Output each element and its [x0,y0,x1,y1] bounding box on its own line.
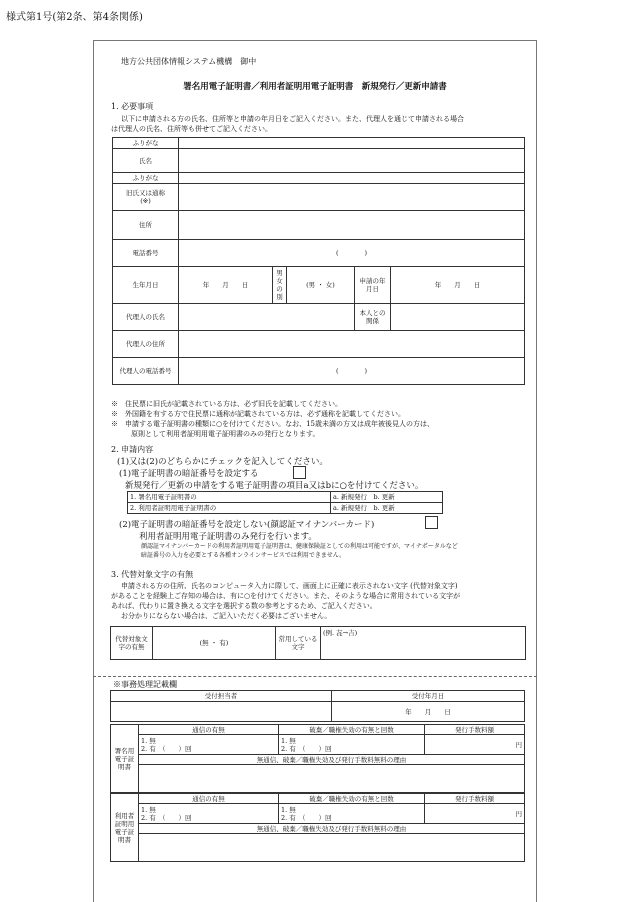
furigana2-label: ふりがな [113,173,179,184]
sign-reason-label: 無通信、破棄／職権失効及び発行手数料無料の理由 [139,755,525,765]
old-name-field[interactable] [179,184,525,211]
user-fee-label: 発行手数料額 [425,794,525,804]
sign-comm-yes: 2. 有 （ ）回 [141,744,192,753]
option2-note-1: 顔認証マイナンバーカードの利用者証明用電子証明書は、健康保険証としての利用は可能ですが、マイナポータルなど [141,543,458,550]
user-comm-none: 1. 無 [141,805,156,814]
sign-reason-field[interactable] [139,765,525,793]
apply-date-field[interactable]: 年 月 日 [391,267,525,304]
address-field[interactable] [179,211,525,240]
user-reason-label: 無通信、破棄／職権失効及び発行手数料無料の理由 [139,824,525,834]
office-user-cert-table [110,793,525,862]
option2-sub: 利用者証明用電子証明書のみ発行を行います。 [139,532,317,542]
furigana-label: ふりがな [113,138,179,149]
cert-type-table [127,491,443,514]
receive-date-label: 受付年月日 [332,691,525,702]
form-title: 署名用電子証明書／利用者証明用電子証明書 新規発行／更新申請書 [183,82,447,92]
user-cert-label: 利用者証明用電子証明書 [111,794,139,862]
section3-p4: お分かりにならない場合は、ご記入いただく必要はございません。 [121,612,332,620]
user-revoke-yes: 2. 有 （ ）回 [281,813,332,822]
relation-field[interactable] [391,304,525,331]
agent-address-label: 代理人の住所 [113,331,179,358]
section3-heading: 3. 代替対象文字の有無 [111,570,194,579]
receiver-label: 受付担当者 [111,691,332,702]
section3-p2: があることを経験上ご存知の場合は、有に○を付けてください。また、そのような場合に常用されている文字が [111,592,461,600]
relation-label: 本人との関係 [355,304,391,331]
old-name-text: 旧氏又は通称 [126,189,165,197]
option2-checkbox[interactable] [425,516,438,529]
choose-instruction: (1)又は(2)のどちらかにチェックを記入してください。 [117,457,328,467]
birth-label: 生年月日 [113,267,179,304]
user-cert-row-choice[interactable]: a. 新規発行 b. 更新 [331,503,443,514]
sign-revoke-none: 1. 無 [281,736,296,745]
sign-revoke-field[interactable] [279,735,425,755]
user-reason-field[interactable] [139,834,525,862]
addressee: 地方公共団体情報システム機構 御中 [121,57,257,66]
furigana-field[interactable] [179,138,525,149]
form-number: 様式第1号(第2条、第4条関係) [6,12,143,23]
section3-p3: あれば、代わりに置き換える文字を選択する数の参考とするため、ご記入ください。 [111,602,377,610]
section1-heading: 1. 必要事項 [111,102,154,111]
sex-field[interactable]: (男 ・ 女) [287,267,355,304]
note-2: ※ 外国籍を有する方で住民票に通称が記載されている方は、必ず通称を記載してください。 [111,410,405,418]
old-name-label [113,184,179,211]
common-char-field[interactable]: (例. 㐂→吉) [321,627,526,660]
user-cert-row-label: 2. 利用者証明用電子証明書の [128,503,331,514]
sign-revoke-label: 破棄／職権失効の有無と回数 [279,725,425,735]
user-revoke-none: 1. 無 [281,805,296,814]
user-comm-field[interactable] [139,804,279,824]
birth-field[interactable]: 年 月 日 [179,267,273,304]
agent-name-label: 代理人の氏名 [113,304,179,331]
common-char-label: 常用している文字 [276,627,321,660]
address-label: 住所 [113,211,179,240]
receiver-field[interactable] [111,702,332,722]
sign-cert-row-choice[interactable]: a. 新規発行 b. 更新 [331,492,443,503]
cut-line [93,676,537,677]
section1-intro-2: は代理人の氏名、住所等も併せてご記入ください。 [111,125,272,133]
sign-cert-label: 署名用電子証明書 [111,725,139,793]
agent-address-field[interactable] [179,331,525,358]
sign-fee-field[interactable]: 円 [425,735,525,755]
name-label: 氏名 [113,149,179,173]
alt-char-choice[interactable]: (無 ・ 有) [153,627,276,660]
section2-heading: 2. 申請内容 [111,445,154,454]
option2-note-2: 暗証番号の入力を必要とする各種オンラインサービスでは利用できません。 [141,552,346,559]
option2-label: (2)電子証明書の暗証番号を設定しない(顔認証マイナンバーカード) [119,520,375,530]
note-1: ※ 住民票に旧氏が記載されている方は、必ず旧氏を記載してください。 [111,400,342,408]
alt-char-table [110,626,526,660]
note-3: ※ 申請する電子証明書の種類に○を付けてください。なお、15歳未満の方又は成年被後見人の方は、 [111,420,435,428]
furigana2-field[interactable] [179,173,525,184]
office-receipt-table [110,690,525,722]
agent-phone-field[interactable]: ( ) [179,358,525,385]
sign-comm-none: 1. 無 [141,736,156,745]
office-heading: ※事務処理記載欄 [113,680,177,689]
office-sign-cert-table [110,724,525,793]
user-fee-field[interactable]: 円 [425,804,525,824]
agent-name-field[interactable] [179,304,355,331]
option1-checkbox[interactable] [293,466,306,479]
sign-fee-label: 発行手数料額 [425,725,525,735]
note-4: 原則として利用者証明用電子証明書のみの発行となります。 [131,430,320,438]
section3-p1: 申請される方の住所、氏名のコンピュータ入力に際して、画面上に正確に表示されない文字 (代替対象文字) [121,582,458,590]
name-field[interactable] [179,149,525,173]
receive-date-field[interactable]: 年 月 日 [332,702,525,722]
option1-sub: 新規発行／更新の申請をする電子証明書の項目a又はbに○を付けてください。 [125,481,424,491]
agent-phone-label: 代理人の電話番号 [113,358,179,385]
user-revoke-label: 破棄／職権失効の有無と回数 [279,794,425,804]
sign-cert-row-label: 1. 署名用電子証明書の [128,492,331,503]
sign-comm-label: 通信の有無 [139,725,279,735]
applicant-table [112,137,525,385]
sex-label: 男女の別 [273,267,287,304]
user-comm-label: 通信の有無 [139,794,279,804]
sign-revoke-yes: 2. 有 （ ）回 [281,744,332,753]
section1-intro: 以下に申請される方の氏名、住所等と申請の年月日をご記入ください。また、代理人を通じて申請される場合 [121,115,464,123]
phone-label: 電話番号 [113,240,179,267]
user-revoke-field[interactable] [279,804,425,824]
sign-comm-field[interactable] [139,735,279,755]
option1-label: (1)電子証明書の暗証番号を設定する [119,469,259,479]
apply-date-label: 申請の年月日 [355,267,391,304]
old-name-note: (※) [140,197,151,205]
alt-char-label: 代替対象文字の有無 [111,627,153,660]
phone-field[interactable]: ( ) [179,240,525,267]
user-comm-yes: 2. 有 （ ）回 [141,813,192,822]
